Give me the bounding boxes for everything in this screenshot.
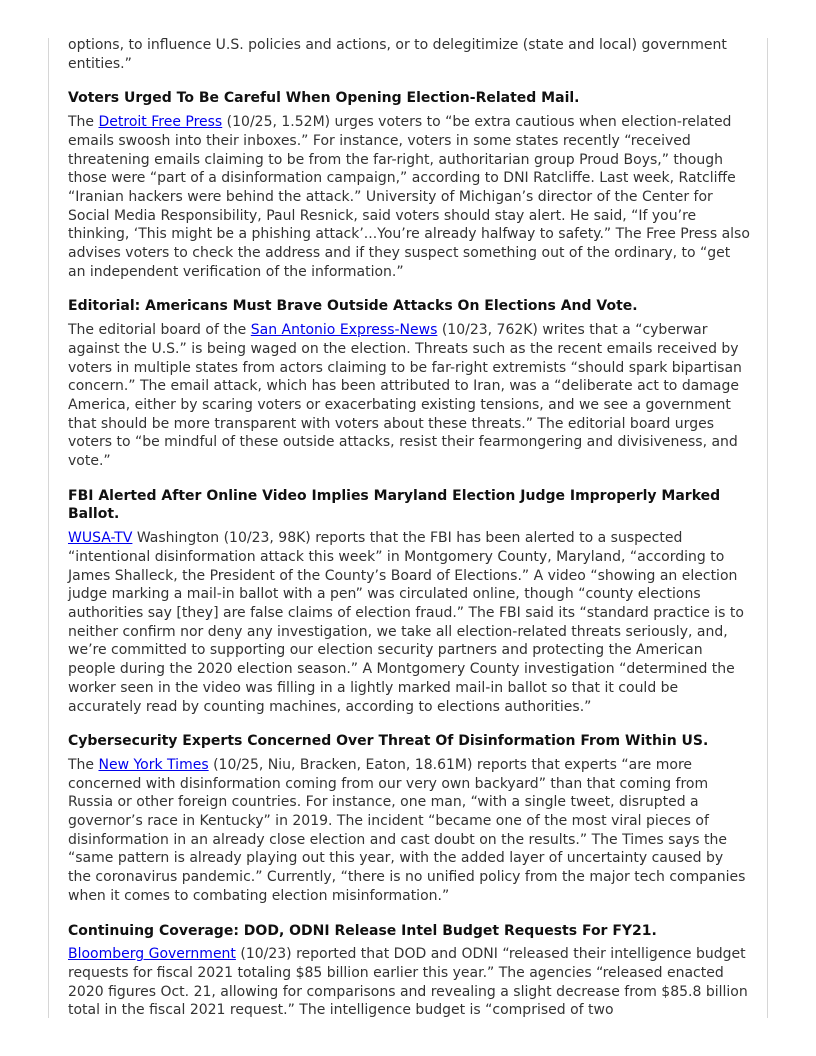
article-headline: Voters Urged To Be Careful When Opening Election-Related Mail. — [68, 90, 580, 107]
article-body — [68, 945, 750, 1020]
article-wusa-tv — [68, 487, 750, 716]
document-body — [68, 36, 750, 1020]
source-link[interactable]: New York Times — [98, 756, 209, 773]
article-body — [68, 113, 750, 281]
article-new-york-times — [68, 732, 750, 905]
article-text: Washington (10/23, 98K) reports that the FBI has been alerted to a suspected “intentional disinformation attack this week” in Montgomery County, Maryland, “according to James Shalleck, the President of the County’s Board of Elections.” A video “showing an election judge marking a mail-in ballot with a pen” was circulated online, though “county elections authorities say [they] are false claims of election fraud.” The FBI said its “standard practice is to neither confirm nor deny any investigation, we take all election-related threats seriously, and, we’re committed to supporting our election security partners and protecting the American people during the 2020 election season.” A Montgomery County investigation “determined the worker seen in the video was filling in a lightly marked mail-in ballot so that it could be accurately read by counting machines, according to elections authorities.” — [68, 530, 744, 715]
article-body — [68, 321, 750, 471]
article-text: (10/23) reported that DOD and ODNI “released their intelligence budget requests for fiscal 2021 totaling $85 billion earlier this year.” The agencies “released enacted 2020 figures Oct. 21, allowing for comparisons and revealing a slight decrease from $85.8 billion total in the fiscal 2021 request.” The intelligence budget is “comprised of two — [68, 946, 748, 1019]
article-body — [68, 756, 750, 906]
article-intro-text: The — [68, 756, 99, 773]
article-san-antonio-express-news — [68, 297, 750, 470]
article-text: (10/23, 762K) writes that a “cyberwar against the U.S.” is being waged on the election. Threats such as the recent emails received by voters in multiple states from actors claiming to be far-right extremists “should spark bipartisan concern.” The email attack, which has been attributed to Iran, was a “deliberate act to damage America, either by scaring voters or exacerbating existing tensions, and we see a government that should be more transparent with voters about these threats.” The editorial board urges voters to “be mindful of these outside attacks, resist their fearmongering and divisiveness, and vote.” — [68, 322, 742, 470]
article-intro-text: The editorial board of the — [68, 322, 251, 339]
article-body — [68, 529, 750, 716]
continued-paragraph: options, to influence U.S. policies and actions, or to delegitimize (state and local) government entities.” — [68, 37, 727, 72]
article-headline: Editorial: Americans Must Brave Outside Attacks On Elections And Vote. — [68, 298, 638, 315]
article-intro-text: The — [68, 114, 99, 131]
source-link[interactable]: Bloomberg Government — [68, 946, 236, 963]
source-link[interactable]: San Antonio Express-News — [250, 322, 438, 339]
article-headline: Continuing Coverage: DOD, ODNI Release Intel Budget Requests For FY21. — [68, 922, 657, 939]
source-link[interactable]: WUSA-TV — [68, 530, 133, 547]
source-link[interactable]: Detroit Free Press — [98, 114, 223, 131]
article-headline: Cybersecurity Experts Concerned Over Threat Of Disinformation From Within US. — [68, 733, 709, 750]
article-bloomberg-government — [68, 922, 750, 1021]
article-detroit-free-press — [68, 89, 750, 281]
article-text: (10/25, Niu, Bracken, Eaton, 18.61M) reports that experts “are more concerned with disinformation coming from our very own backyard” than that coming from Russia or other foreign countries. For instance, one man, “with a single tweet, disrupted a governor’s race in Kentucky” in 2019. The incident “became one of the most viral pieces of disinformation in an already close election and cast doubt on the results.” The Times says the “same pattern is already playing out this year, with the added layer of uncertainty caused by the coronavirus pandemic.” Currently, “there is no unified policy from the major tech companies when it comes to combating election misinformation.” — [68, 756, 746, 904]
article-text: (10/25, 1.52M) urges voters to “be extra cautious when election-related emails swoosh into their inboxes.” For instance, voters in some states recently “received threatening emails claiming to be from the far-right, authoritarian group Proud Boys,” though those were “part of a disinformation campaign,” according to DNI Ratcliffe. Last week, Ratcliffe “Iranian hackers were behind the attack.” University of Michigan’s director of the Center for Social Media Responsibility, Paul Resnick, said voters should stay alert. He said, “If you’re thinking, ‘This might be a phishing attack’...You’re already halfway to safety.” The Free Press also advises voters to check the address and if they suspect something out of the ordinary, to “get an independent verification of the information.” — [68, 114, 750, 280]
article-headline: FBI Alerted After Online Video Implies Maryland Election Judge Improperly Marked Ballot. — [68, 487, 721, 523]
